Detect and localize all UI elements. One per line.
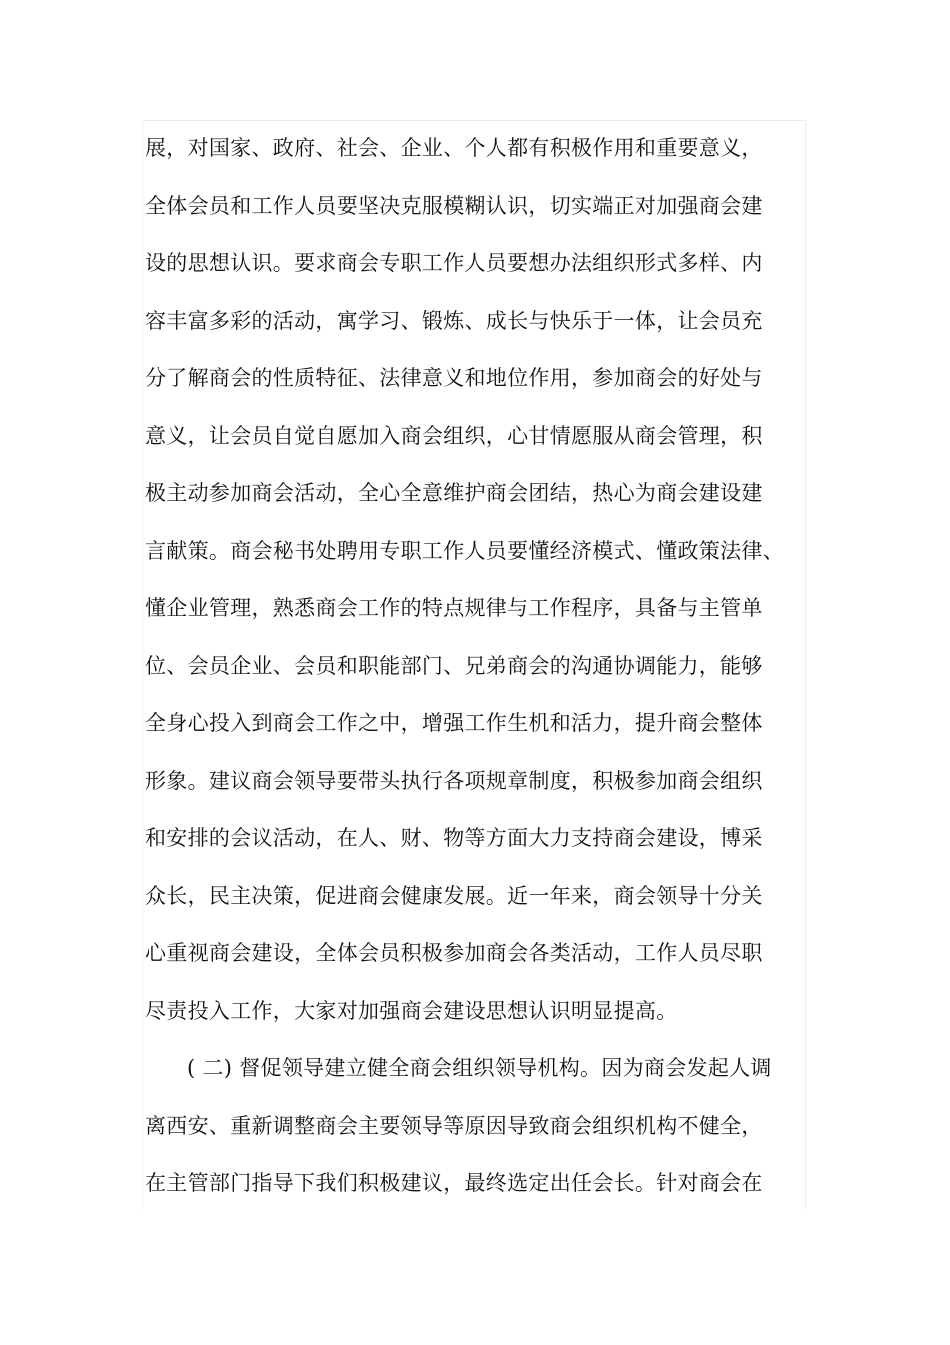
text-line: ( 二) 督促领导建立健全商会组织领导机构。因为商会发起人调	[187, 1056, 772, 1080]
text-line: 懂企业管理，熟悉商会工作的特点规律与工作程序，具备与主管单	[145, 596, 763, 620]
text-line: 在主管部门指导下我们积极建议，最终选定出任会长。针对商会在	[145, 1171, 763, 1195]
text-line: 全体会员和工作人员要坚决克服模糊认识，切实端正对加强商会建	[145, 193, 763, 218]
text-line: 展，对国家、政府、社会、企业、个人都有积极作用和重要意义，	[145, 136, 763, 160]
text-line: 设的思想认识。要求商会专职工作人员要想办法组织形式多样、内	[145, 251, 763, 275]
paragraph-1	[145, 120, 785, 1040]
text-line: 和安排的会议活动，在人、财、物等方面大力支持商会建设，博采	[145, 826, 763, 850]
text-line: 容丰富多彩的活动，寓学习、锻炼、成长与快乐于一体，让会员充	[145, 308, 763, 333]
text-line: 形象。建议商会领导要带头执行各项规章制度，积极参加商会组织	[145, 768, 763, 793]
text-line: 全身心投入到商会工作之中，增强工作生机和活力，提升商会整体	[145, 711, 763, 735]
text-line: 极主动参加商会活动，全心全意维护商会团结，热心为商会建设建	[145, 481, 763, 505]
paragraph-2	[145, 1040, 785, 1213]
text-line: 尽责投入工作，大家对加强商会建设思想认识明显提高。	[145, 998, 678, 1023]
text-line: 离西安、重新调整商会主要领导等原因导致商会组织机构不健全，	[145, 1113, 763, 1138]
text-line: 位、会员企业、会员和职能部门、兄弟商会的沟通协调能力，能够	[145, 653, 763, 678]
document-body	[145, 120, 785, 1213]
text-line: 心重视商会建设，全体会员积极参加商会各类活动，工作人员尽职	[145, 941, 763, 965]
text-line: 众长，民主决策，促进商会健康发展。近一年来，商会领导十分关	[145, 883, 763, 908]
text-line: 意义，让会员自觉自愿加入商会组织，心甘情愿服从商会管理，积	[145, 423, 763, 448]
text-line: 言献策。商会秘书处聘用专职工作人员要懂经济模式、懂政策法律、	[145, 538, 784, 563]
text-line: 分了解商会的性质特征、法律意义和地位作用，参加商会的好处与	[145, 366, 763, 390]
